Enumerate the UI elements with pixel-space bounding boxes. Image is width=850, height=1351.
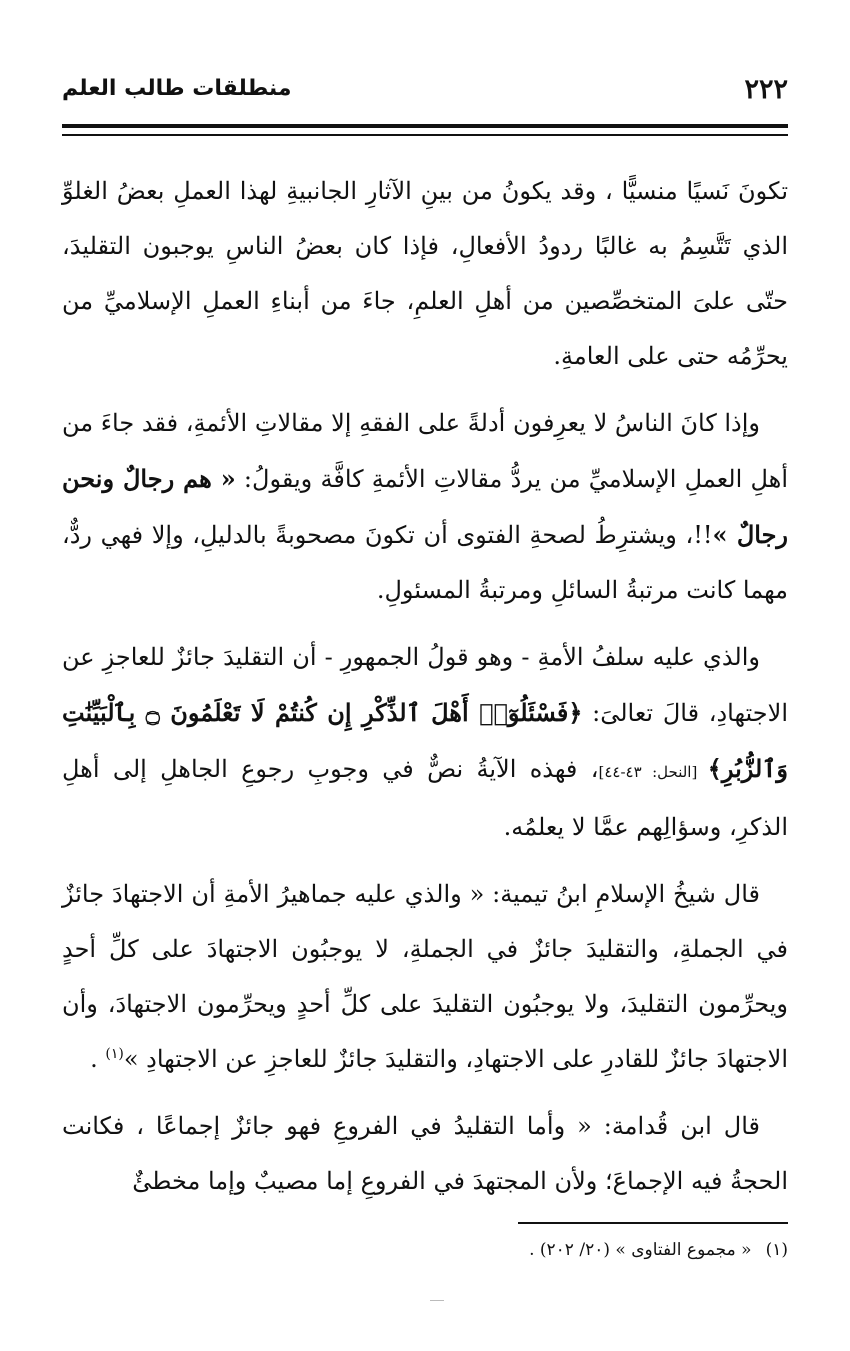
paragraph bbox=[62, 630, 788, 855]
paragraph-text: وإذا كانَ الناسُ لا يعرِفون أدلةً على الفقهِ إلا مقالاتِ الأئمةِ، فقد جاءَ من أهلِ العملِ الإسلاميِّ من يردُّ مقالاتِ الأئمةِ كافَّة ويقولُ: bbox=[62, 409, 788, 493]
verse-citation: [النحل: ٤٣-٤٤] bbox=[598, 763, 708, 781]
body-text bbox=[62, 164, 788, 1221]
paragraph-text: تكونَ نَسيًا منسيًّا ، وقد يكونُ من بينِ الآثارِ الجانبيةِ لهذا العملِ بعضُ الغلوِّ الذي تَتَّسِمُ به غالبًا ردودُ الأفعالِ، فإذا كان بعضُ الناسِ يوجبون التقليدَ، حتّى علىَ المتخصِّصين من أهلِ العلمِ، جاءَ من أبناءِ العملِ الإسلاميِّ من يحرِّمُه حتى على العامةِ. bbox=[62, 177, 788, 370]
paragraph-text: ، فهذه الآيةُ نصٌّ في وجوبِ رجوعِ الجاهلِ إلى أهلِ الذكرِ، وسؤالِهم عمَّا لا يعلمُه. bbox=[62, 755, 788, 841]
footnote bbox=[62, 1236, 788, 1264]
paragraph bbox=[62, 1099, 788, 1209]
header-rule-thin bbox=[62, 134, 788, 136]
running-title: منطلقات طالب العلم bbox=[62, 76, 292, 101]
footnote-number: (١) bbox=[765, 1240, 788, 1260]
footnote-text: « مجموع الفتاوى » (٢٠/ ٢٠٢) . bbox=[529, 1240, 752, 1260]
scan-speck bbox=[430, 1300, 444, 1301]
paragraph-text: والذي عليه سلفُ الأمةِ - وهو قولُ الجمهورِ - أن التقليدَ جائزٌ للعاجزِ عن الاجتهادِ، قالَ تعالىَ: bbox=[62, 643, 788, 727]
paragraph-text: !!، ويشترِطُ لصحةِ الفتوى أن تكونَ مصحوبةً بالدليلِ، وإلا فهي ردٌّ، مهما كانت مرتبةُ السائلِ ومرتبةُ المسئولِ. bbox=[62, 521, 788, 604]
page-header bbox=[62, 74, 788, 114]
paragraph bbox=[62, 396, 788, 618]
paragraph bbox=[62, 867, 788, 1087]
footnote-rule bbox=[518, 1222, 788, 1224]
quoted-saying: « هم رجالٌ ونحن رجالٌ » bbox=[62, 464, 789, 549]
quran-verse: ﴿فَسْئَلُوٓا۟ أَهْلَ ٱلذِّكْرِ إِن كُنتُمْ لَا تَعْلَمُونَ ۝ بِٱلْبَيِّنَٰتِ وَٱلزُّبُرِ﴾ bbox=[62, 698, 788, 783]
footnote-marker[interactable]: (١) bbox=[105, 1046, 124, 1062]
paragraph-text: قال ابن قُدامة: « وأما التقليدُ في الفروعِ فهو جائزٌ إجماعًا ، فكانت الحجةُ فيه الإجماعَ؛ ولأن المجتهدَ في الفروعِ إما مصيبٌ وإما مخطئٌ bbox=[62, 1112, 788, 1195]
header-rule-thick bbox=[62, 124, 788, 128]
page-number: ٢٢٢ bbox=[744, 74, 788, 105]
paragraph-text: . bbox=[90, 1045, 106, 1073]
paragraph bbox=[62, 164, 788, 384]
paragraph-text: قال شيخُ الإسلامِ ابنُ تيمية: « والذي عليه جماهيرُ الأمةِ أن الاجتهادَ جائزٌ في الجملةِ، والتقليدَ جائزٌ في الجملةِ، لا يوجبُون الاجتهادَ على كلِّ أحدٍ ويحرِّمون التقليدَ، ولا يوجبُون التقليدَ على كلِّ أحدٍ ويحرِّمون الاجتهادَ، وأن الاجتهادَ جائزٌ للقادرِ على الاجتهادِ، والتقليدَ جائزٌ للعاجزِ عن الاجتهادِ » bbox=[62, 880, 788, 1073]
